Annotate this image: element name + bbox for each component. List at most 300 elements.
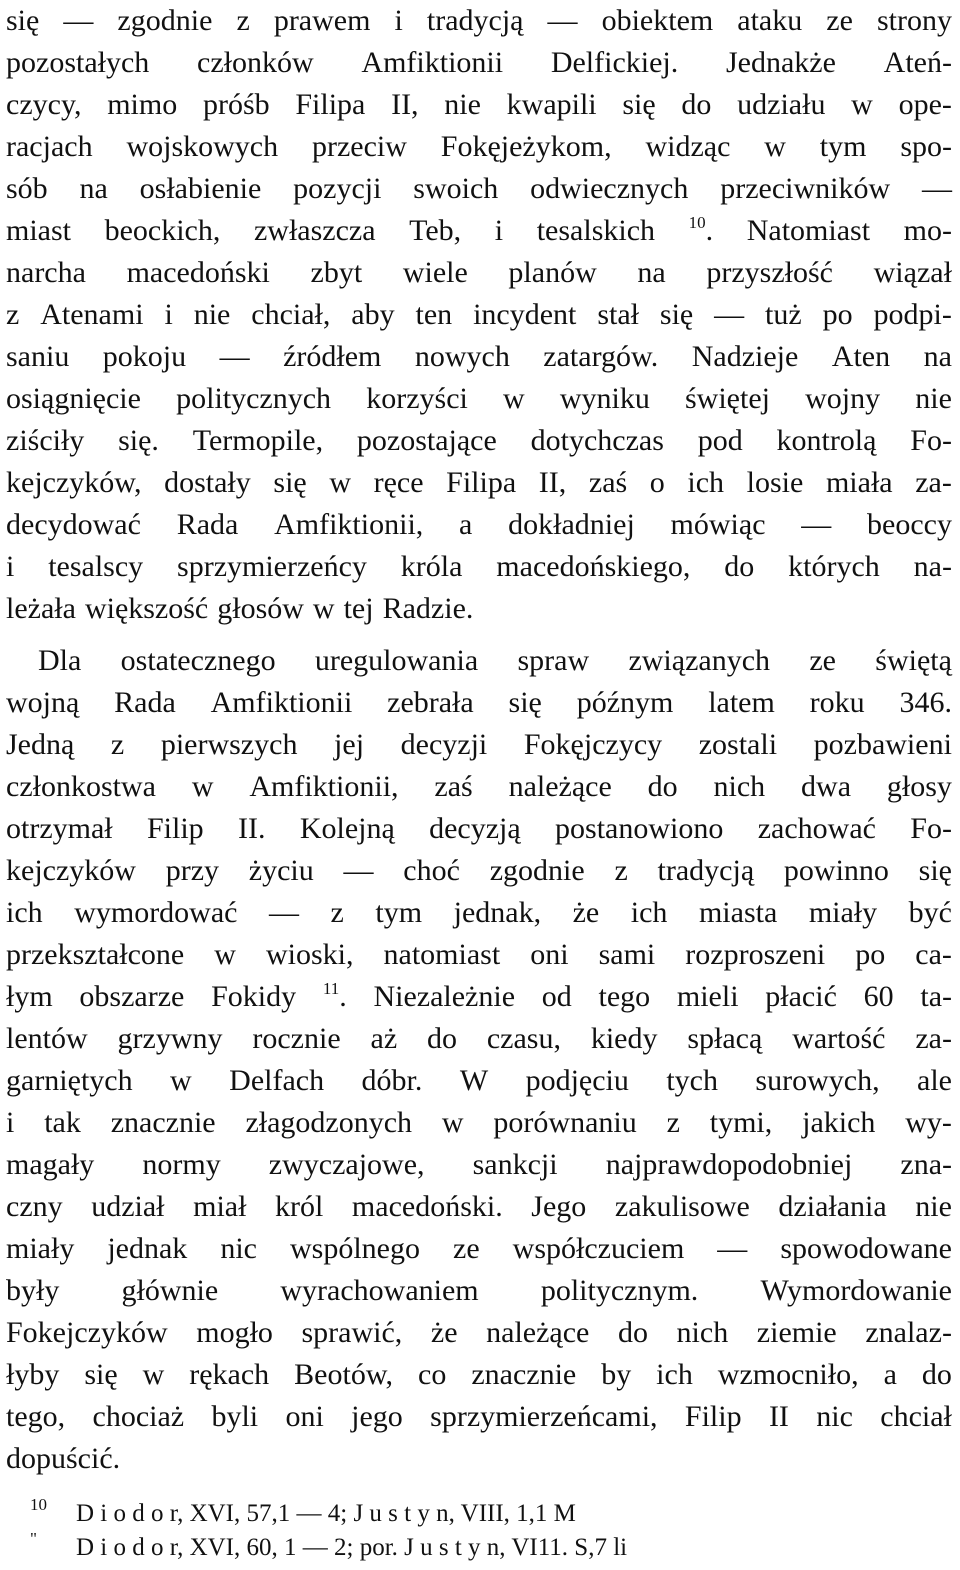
- word: a: [459, 508, 473, 541]
- word: związanych: [628, 644, 771, 677]
- word: incydent: [473, 298, 577, 331]
- word: głównie: [121, 1274, 219, 1307]
- word: Fokęjeżykom,: [440, 130, 612, 163]
- word: życiu: [248, 854, 314, 887]
- word: $^{10}$.: [688, 213, 714, 247]
- word: mimo: [107, 88, 178, 121]
- word: przyszłość: [706, 256, 833, 289]
- word: działania: [778, 1190, 887, 1223]
- word: Fokęjczycy: [523, 728, 663, 761]
- text-line: [6, 850, 952, 892]
- word: złagodzonych: [245, 1106, 413, 1139]
- word: —: [717, 1232, 748, 1265]
- word: Delfach: [229, 1064, 325, 1097]
- word: wojny: [805, 382, 881, 415]
- word: być: [908, 896, 952, 929]
- word: do: [427, 1022, 457, 1055]
- word: wspólnego: [290, 1232, 420, 1265]
- word: król: [275, 1190, 324, 1223]
- word: tuż: [765, 298, 802, 331]
- word: leżała: [6, 592, 76, 625]
- text-line: [6, 588, 952, 630]
- word: w: [312, 592, 335, 625]
- word: dokładniej: [508, 508, 635, 541]
- word: i: [164, 298, 173, 331]
- word: Amfiktionii,: [274, 508, 424, 541]
- word: zna-: [900, 1148, 952, 1181]
- text-line: [6, 420, 952, 462]
- text-line: [6, 682, 952, 724]
- word: nie: [193, 298, 231, 331]
- word: tradycją: [426, 4, 524, 37]
- word: —: [921, 172, 952, 205]
- word: kwapili: [506, 88, 597, 121]
- word: mieli: [676, 980, 739, 1013]
- word: dopuścić.: [6, 1442, 121, 1475]
- word: kejczyków,: [6, 466, 142, 499]
- word: się: [508, 686, 542, 719]
- text-line: [6, 1186, 952, 1228]
- word: sami: [598, 938, 656, 971]
- word: ostatecznego: [120, 644, 276, 677]
- word: ich: [687, 466, 725, 499]
- word: lentów: [6, 1022, 88, 1055]
- word: normy: [142, 1148, 221, 1181]
- word: wzmocniło,: [717, 1358, 859, 1391]
- word: politycznym.: [540, 1274, 699, 1307]
- word: ze: [809, 644, 836, 677]
- text-line: [6, 976, 952, 1018]
- word: nich: [713, 770, 766, 803]
- word: nie: [915, 1190, 952, 1223]
- word: obszarze: [79, 980, 185, 1013]
- word: głosów: [217, 592, 304, 625]
- word: zwłaszcza: [253, 214, 376, 247]
- word: Filip: [684, 1400, 742, 1433]
- word: oni: [530, 938, 569, 971]
- text-line: [6, 126, 952, 168]
- word: świętej: [685, 382, 770, 415]
- text-line: [6, 1018, 952, 1060]
- word: beockich,: [104, 214, 221, 247]
- footnote-mark: ": [30, 1529, 37, 1548]
- word: Termopile,: [192, 424, 324, 457]
- word: Filipa: [295, 88, 366, 121]
- word: osiągnięcie: [6, 382, 141, 415]
- word: spłacą: [687, 1022, 763, 1055]
- word: się.: [118, 424, 159, 457]
- word: członkostwa: [6, 770, 156, 803]
- word: wy-: [905, 1106, 952, 1139]
- word: chciał: [880, 1400, 952, 1433]
- footnote-ref[interactable]: 11: [322, 979, 340, 998]
- word: z: [236, 4, 250, 37]
- word: tesalscy: [48, 550, 144, 583]
- word: pierwszych: [160, 728, 298, 761]
- word: przekształcone: [6, 938, 185, 971]
- text-line: [6, 934, 952, 976]
- word: Nadzieje: [691, 340, 799, 373]
- text-line: [6, 808, 952, 850]
- word: się: [273, 466, 307, 499]
- word: Niezależnie: [373, 980, 516, 1013]
- word: nich: [676, 1316, 729, 1349]
- word: w: [170, 1064, 192, 1097]
- word: podjęciu: [525, 1064, 629, 1097]
- word: garniętych: [6, 1064, 133, 1097]
- word: Jedną: [6, 728, 75, 761]
- word: mo-: [903, 214, 952, 247]
- word: się: [622, 88, 656, 121]
- word: —: [547, 4, 578, 37]
- word: na: [923, 340, 952, 373]
- word: Filip: [146, 812, 204, 845]
- text-line: [6, 892, 952, 934]
- word: znacznie: [471, 1358, 577, 1391]
- word: tesalskich: [536, 214, 656, 247]
- word: najprawdopodobniej: [605, 1148, 853, 1181]
- word: że: [572, 896, 600, 929]
- word: Kolejną: [299, 812, 395, 845]
- word: tymi,: [709, 1106, 773, 1139]
- word: późnym: [576, 686, 674, 719]
- word: —: [269, 896, 300, 929]
- word: w: [191, 770, 214, 803]
- word: macedoński.: [351, 1190, 503, 1223]
- word: do: [724, 550, 755, 583]
- word: czycy,: [6, 88, 82, 121]
- word: decyzją: [429, 812, 521, 845]
- word: udziału: [737, 88, 826, 121]
- text-line: [6, 504, 952, 546]
- word: nie: [915, 382, 952, 415]
- word: były: [6, 1274, 60, 1307]
- word: z: [6, 298, 20, 331]
- word: surowych,: [755, 1064, 880, 1097]
- text-line: [6, 1312, 952, 1354]
- word: $^{11}$.: [322, 979, 347, 1013]
- word: ich: [656, 1358, 693, 1391]
- word: ale: [917, 1064, 952, 1097]
- word: II: [768, 1400, 789, 1433]
- word: czny: [6, 1190, 63, 1223]
- word: latem: [708, 686, 775, 719]
- word: że: [430, 1316, 458, 1349]
- word: w: [851, 88, 873, 121]
- text-line: [6, 84, 952, 126]
- word: Jednakże: [726, 46, 836, 79]
- word: ich: [6, 896, 43, 929]
- word: Atenami: [40, 298, 144, 331]
- word: i: [6, 550, 15, 583]
- word: dotychczas: [530, 424, 664, 457]
- word: zaś: [434, 770, 473, 803]
- word: odwiecznych: [530, 172, 689, 205]
- word: pozostałych: [6, 46, 150, 79]
- word: Filipa: [446, 466, 517, 499]
- word: sprzymierzeńcami,: [430, 1400, 658, 1433]
- word: zebrała: [387, 686, 474, 719]
- word: kiedy: [590, 1022, 658, 1055]
- word: —: [343, 854, 374, 887]
- word: pozbawieni: [813, 728, 952, 761]
- word: rocznie: [252, 1022, 341, 1055]
- word: w: [329, 466, 351, 499]
- word: osłabienie: [139, 172, 262, 205]
- footnotes: [30, 1497, 930, 1565]
- word: wartość: [792, 1022, 886, 1055]
- word: tradycją: [657, 854, 755, 887]
- text-line: [6, 210, 952, 252]
- word: jej: [334, 728, 365, 761]
- word: mówiąc: [670, 508, 766, 541]
- word: Radzie.: [382, 592, 474, 625]
- word: w: [764, 130, 786, 163]
- word: o: [649, 466, 665, 499]
- word: rękach: [189, 1358, 270, 1391]
- word: stał: [597, 298, 639, 331]
- word: się: [659, 298, 694, 331]
- word: wymordować: [74, 896, 238, 929]
- word: chociaż: [92, 1400, 185, 1433]
- text-line: [6, 1270, 952, 1312]
- word: miał: [193, 1190, 247, 1223]
- word: tego: [598, 980, 651, 1013]
- word: sankcji: [472, 1148, 558, 1181]
- word: większość: [84, 592, 209, 625]
- word: po: [822, 298, 853, 331]
- word: na: [637, 256, 666, 289]
- word: otrzymał: [6, 812, 113, 845]
- word: z: [110, 728, 125, 761]
- word: wiązał: [873, 256, 952, 289]
- text-line: [6, 1102, 952, 1144]
- word: ope-: [898, 88, 952, 121]
- word: pod: [697, 424, 743, 457]
- word: do: [921, 1358, 952, 1391]
- word: widząc: [645, 130, 731, 163]
- word: głosy: [886, 770, 952, 803]
- text-line: [6, 378, 952, 420]
- word: zakulisowe: [614, 1190, 750, 1223]
- word: z: [330, 896, 344, 929]
- word: znalaz-: [865, 1316, 952, 1349]
- word: tych: [666, 1064, 718, 1097]
- word: dóbr.: [361, 1064, 423, 1097]
- word: Fokejczyków: [6, 1316, 168, 1349]
- word: Amfiktionii: [210, 686, 353, 719]
- word: podpi-: [873, 298, 952, 331]
- word: kejczyków: [6, 854, 136, 887]
- text-line: [6, 294, 952, 336]
- word: nie: [444, 88, 481, 121]
- word: powinno: [783, 854, 889, 887]
- text-line: [6, 1438, 952, 1480]
- word: łyby: [6, 1358, 60, 1391]
- word: wojskowych: [126, 130, 279, 163]
- word: tej: [343, 592, 374, 625]
- word: narcha: [6, 256, 86, 289]
- word: by: [601, 1358, 632, 1391]
- word: saniu: [6, 340, 70, 373]
- word: Dla: [38, 644, 82, 677]
- word: Amfiktionii,: [249, 770, 399, 803]
- footnote-text: D i o d o r, XVI, 60, 1 — 2; por. J u s t y n, VI11. S,7 li: [76, 1534, 628, 1561]
- word: nowych: [414, 340, 510, 373]
- word: II.: [238, 812, 266, 845]
- word: się: [6, 4, 40, 37]
- word: wioski,: [265, 938, 354, 971]
- word: macedoński: [126, 256, 270, 289]
- word: świętą: [875, 644, 952, 677]
- word: Fo-: [910, 812, 952, 845]
- word: —: [219, 340, 250, 373]
- word: zbyt: [310, 256, 363, 289]
- word: prawem: [273, 4, 371, 37]
- word: byli: [211, 1400, 259, 1433]
- word: porównaniu: [493, 1106, 637, 1139]
- footnote-ref[interactable]: 10: [688, 213, 706, 232]
- word: z: [666, 1106, 680, 1139]
- word: po: [855, 938, 886, 971]
- word: pokoju: [102, 340, 187, 373]
- text-line: [6, 168, 952, 210]
- word: przeciwników: [720, 172, 891, 205]
- word: ze: [826, 4, 853, 37]
- word: II,: [538, 466, 567, 499]
- word: ta-: [920, 980, 952, 1013]
- word: Ateń-: [883, 46, 952, 79]
- word: II,: [391, 88, 419, 121]
- text-line: [6, 42, 952, 84]
- word: magały: [6, 1148, 95, 1181]
- word: natomiast: [383, 938, 501, 971]
- word: zatargów.: [543, 340, 659, 373]
- word: uregulowania: [314, 644, 479, 677]
- word: miasta: [698, 896, 778, 929]
- paragraph-gap: [6, 630, 952, 640]
- word: wiele: [402, 256, 468, 289]
- word: tym: [819, 130, 867, 163]
- word: nic: [816, 1400, 853, 1433]
- word: Delfickiej.: [550, 46, 679, 79]
- word: miały: [808, 896, 878, 929]
- word: zostali: [698, 728, 778, 761]
- word: co: [418, 1358, 447, 1391]
- word: miast: [6, 214, 71, 247]
- word: na: [79, 172, 108, 205]
- text-line: [6, 766, 952, 808]
- word: i: [394, 4, 403, 37]
- word: choć: [403, 854, 460, 887]
- text-line: [6, 1354, 952, 1396]
- word: tym: [375, 896, 423, 929]
- word: —: [63, 4, 94, 37]
- word: W: [459, 1064, 489, 1097]
- word: ziściły: [6, 424, 85, 457]
- text-line: [6, 252, 952, 294]
- word: do: [617, 1316, 648, 1349]
- body-text: [6, 0, 952, 1480]
- word: racjach: [6, 130, 93, 163]
- text-line: [6, 0, 952, 42]
- word: Aten: [831, 340, 891, 373]
- text-line: [6, 546, 952, 588]
- word: ziemie: [756, 1316, 837, 1349]
- word: ze: [453, 1232, 480, 1265]
- word: udział: [91, 1190, 165, 1223]
- word: rozproszeni: [685, 938, 826, 971]
- word: na-: [913, 550, 952, 583]
- word: Rada: [176, 508, 239, 541]
- word: wyniku: [559, 382, 650, 415]
- word: decydować: [6, 508, 141, 541]
- text-line: [6, 336, 952, 378]
- word: ca-: [915, 938, 952, 971]
- word: próśb: [202, 88, 270, 121]
- word: do: [647, 770, 678, 803]
- word: zaś: [588, 466, 628, 499]
- word: postanowiono: [555, 812, 724, 845]
- word: aby: [351, 298, 395, 331]
- word: nic: [220, 1232, 257, 1265]
- footnote: [30, 1497, 930, 1531]
- word: źródłem: [283, 340, 382, 373]
- text-line: [6, 640, 952, 682]
- word: ataku: [737, 4, 803, 37]
- word: Natomiast: [746, 214, 871, 247]
- text-line: [6, 1144, 952, 1186]
- word: Wymordowanie: [760, 1274, 952, 1307]
- word: a: [883, 1358, 897, 1391]
- word: miała: [825, 466, 893, 499]
- word: —: [801, 508, 832, 541]
- word: się: [918, 854, 952, 887]
- word: w: [142, 1358, 165, 1391]
- word: członków: [197, 46, 314, 79]
- footnote-mark: 10: [30, 1495, 47, 1514]
- word: pozycji: [293, 172, 382, 205]
- text-line: [6, 462, 952, 504]
- word: zgodnie: [489, 854, 585, 887]
- word: decyzji: [400, 728, 488, 761]
- word: spraw: [517, 644, 590, 677]
- word: ten: [415, 298, 453, 331]
- word: z: [614, 854, 628, 887]
- word: Fokidy: [211, 980, 297, 1013]
- word: 346.: [899, 686, 952, 719]
- word: których: [788, 550, 880, 583]
- word: zwyczajowe,: [268, 1148, 425, 1181]
- word: Amfiktionii: [361, 46, 504, 79]
- word: beoccy: [867, 508, 952, 541]
- word: do: [681, 88, 712, 121]
- word: korzyści: [366, 382, 468, 415]
- word: wojną: [6, 686, 80, 719]
- text-line: [6, 1228, 952, 1270]
- word: —: [714, 298, 745, 331]
- word: jednak,: [453, 896, 542, 929]
- text-line: [6, 1396, 952, 1438]
- word: za-: [915, 1022, 952, 1055]
- word: tego,: [6, 1400, 66, 1433]
- word: ręce: [373, 466, 424, 499]
- text-line: [6, 1060, 952, 1102]
- word: od: [541, 980, 572, 1013]
- word: Teb,: [409, 214, 462, 247]
- word: losie: [746, 466, 804, 499]
- word: i: [494, 214, 504, 247]
